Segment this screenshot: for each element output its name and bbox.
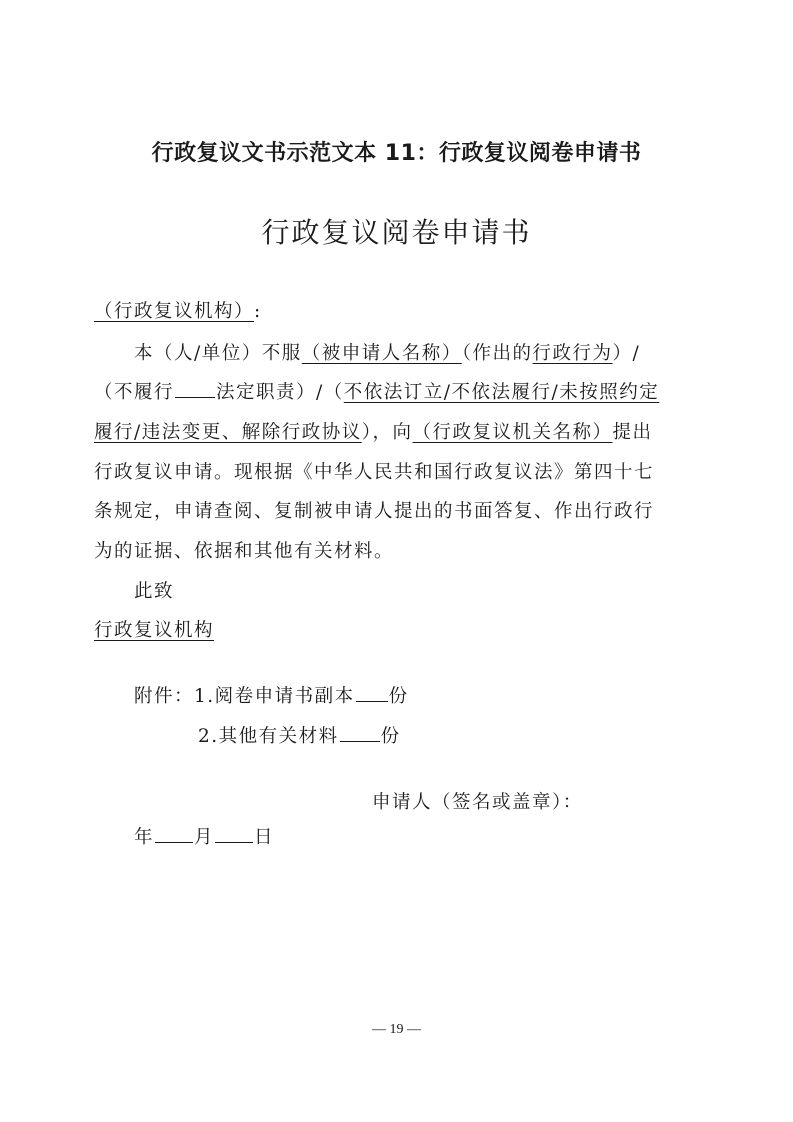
body-text: 本（人/单位）不服	[134, 343, 302, 364]
administrative-act-placeholder: 行政行为	[532, 343, 613, 364]
form-title: 行政复议阅卷申请书	[261, 216, 532, 249]
document-heading: 行政复议文书示范文本 11：行政复议阅卷申请书	[151, 141, 642, 166]
body-line-6: 为的证据、依据和其他有关材料。	[94, 541, 395, 562]
closing-text: 此致	[134, 581, 175, 602]
body-text: 法定职责）/（	[216, 382, 344, 403]
copies-blank	[356, 683, 388, 702]
body-line-2	[94, 378, 659, 404]
body-text: （作出的	[461, 343, 533, 364]
body-line-5: 条规定，申请查阅、复制被申请人提出的书面答复、作出行政行	[94, 501, 655, 522]
duty-blank	[175, 379, 215, 398]
body-text: 提出	[612, 422, 653, 443]
attachment-text: 2.其他有关材料	[198, 726, 339, 747]
signature-line: 申请人（签名或盖章）：	[372, 792, 583, 813]
date-month-label: 月	[194, 827, 215, 848]
day-blank	[215, 824, 253, 843]
body-line-4: 行政复议申请。现根据《中华人民共和国行政复议法》第四十七	[94, 462, 655, 483]
attachment-text: 1.阅卷申请书副本	[194, 686, 355, 707]
date-year-label: 年	[134, 827, 155, 848]
agreement-placeholder: 不依法订立/不依法履行/未按照约定	[343, 382, 660, 403]
date-day-label: 日	[254, 827, 275, 848]
respondent-name-placeholder: （被申请人名称）	[301, 343, 462, 364]
addressee-placeholder: （行政复议机构）	[94, 301, 255, 322]
agreement-placeholder-cont: 履行/违法变更、解除行政协议	[94, 422, 362, 443]
review-authority-placeholder: （行政复议机关名称）	[412, 422, 613, 443]
addressee-line	[94, 297, 262, 323]
page-number: — 19 —	[372, 1022, 421, 1037]
attachment-text: 份	[388, 686, 409, 707]
addressee-colon: :	[254, 301, 262, 322]
body-text: ）/	[612, 343, 641, 364]
copies-blank	[340, 723, 380, 742]
body-line-3	[94, 418, 653, 444]
body-text: ），向	[361, 422, 413, 443]
body-text: （不履行	[94, 382, 175, 403]
attachment-item-1	[134, 682, 409, 708]
recipient-text: 行政复议机构	[94, 620, 215, 641]
attachment-item-2	[198, 722, 401, 748]
attachment-text: 份	[380, 726, 401, 747]
body-line-1	[134, 339, 640, 365]
date-line	[134, 823, 274, 849]
recipient-line	[94, 616, 214, 642]
month-blank	[155, 824, 193, 843]
attachments-label: 附件：	[134, 686, 195, 707]
